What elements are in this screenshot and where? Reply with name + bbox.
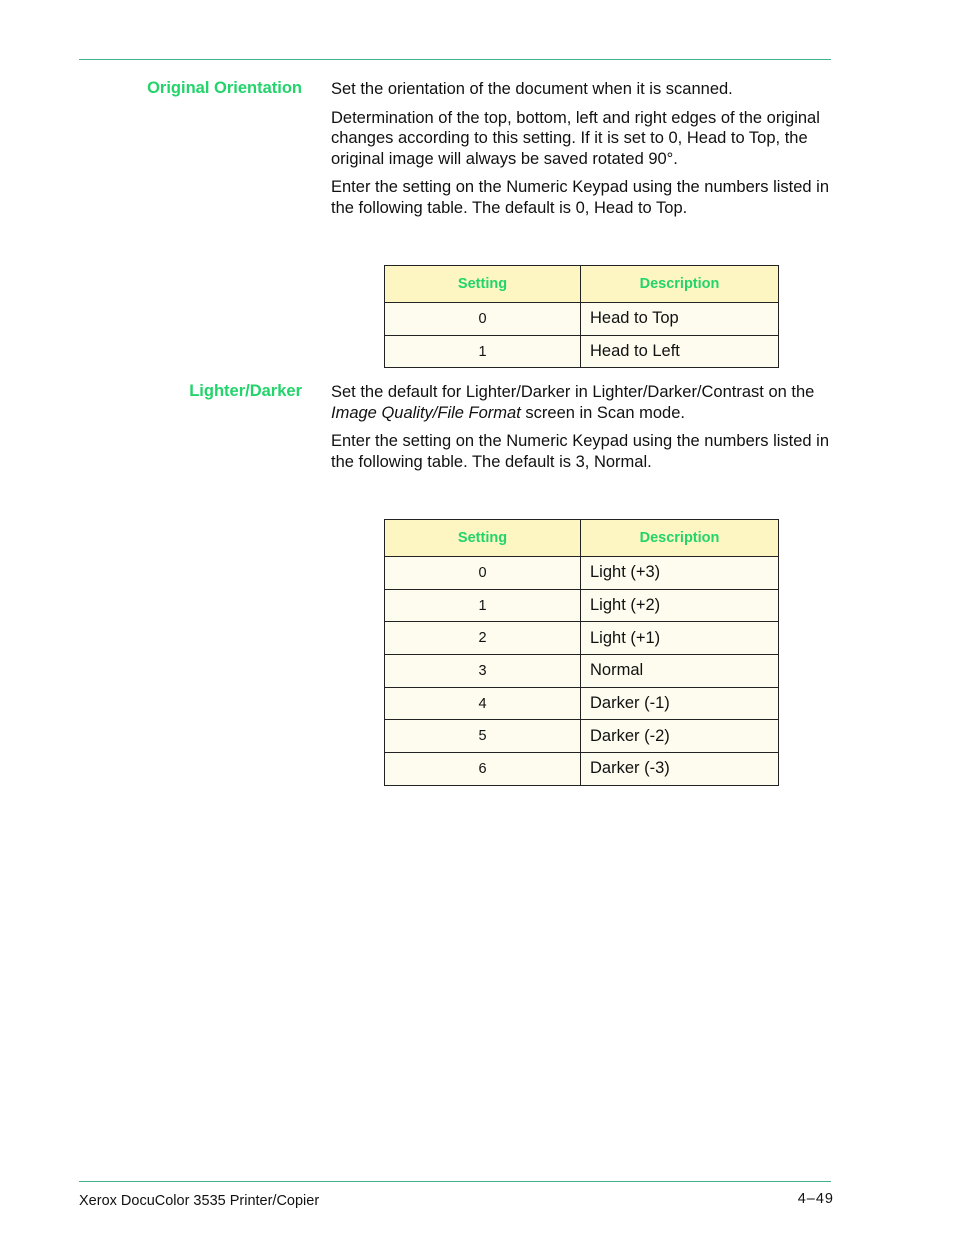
column-header-setting: Setting [385, 266, 581, 303]
table-header-row [385, 266, 779, 303]
paragraph [331, 382, 831, 423]
paragraph-text: Set the default for Lighter/Darker in Lighter/Darker/Contrast on the [331, 383, 815, 401]
setting-cell: 1 [385, 335, 581, 368]
section-body-original-orientation [331, 79, 831, 226]
setting-cell: 4 [385, 687, 581, 720]
column-header-description: Description [581, 266, 779, 303]
description-cell: Darker (-2) [581, 720, 779, 753]
section-body-lighter-darker [331, 382, 831, 480]
description-cell: Light (+1) [581, 622, 779, 655]
description-cell: Normal [581, 655, 779, 688]
table-row [385, 303, 779, 336]
section-heading-original-orientation: Original Orientation [147, 79, 302, 97]
header-rule [79, 59, 831, 60]
table-row [385, 720, 779, 753]
table-row [385, 655, 779, 688]
screen-name-italic: Image Quality/File Format [331, 403, 521, 422]
setting-cell: 3 [385, 655, 581, 688]
lighter-darker-settings-table [384, 519, 779, 786]
description-cell: Darker (-3) [581, 753, 779, 786]
footer-product-name: Xerox DocuColor 3535 Printer/Copier [79, 1193, 320, 1209]
table-row [385, 753, 779, 786]
table-row [385, 622, 779, 655]
table-row [385, 687, 779, 720]
setting-cell: 2 [385, 622, 581, 655]
footer-rule [79, 1181, 831, 1182]
description-cell: Light (+3) [581, 557, 779, 590]
paragraph: Set the orientation of the document when it is scanned. [331, 80, 733, 98]
setting-cell: 5 [385, 720, 581, 753]
table-header-row [385, 520, 779, 557]
description-cell: Darker (-1) [581, 687, 779, 720]
paragraph: Enter the setting on the Numeric Keypad using the numbers listed in the following table. The default is 0, Head to Top. [331, 178, 830, 217]
description-cell: Head to Left [581, 335, 779, 368]
section-heading-lighter-darker: Lighter/Darker [189, 382, 302, 400]
description-cell: Light (+2) [581, 589, 779, 622]
table-row [385, 335, 779, 368]
table-row [385, 557, 779, 590]
setting-cell: 0 [385, 557, 581, 590]
footer-page-number: 4–49 [797, 1191, 834, 1207]
column-header-setting: Setting [385, 520, 581, 557]
setting-cell: 1 [385, 589, 581, 622]
orientation-settings-table [384, 265, 779, 368]
description-cell: Head to Top [581, 303, 779, 336]
paragraph: Determination of the top, bottom, left and right edges of the original changes according to this setting. If it is set to 0, Head to Top, the original image will always be saved rotated 90°. [331, 108, 820, 168]
setting-cell: 6 [385, 753, 581, 786]
paragraph: Enter the setting on the Numeric Keypad using the numbers listed in the following table. The default is 3, Normal. [331, 432, 830, 471]
paragraph-text: screen in Scan mode. [520, 403, 685, 422]
setting-cell: 0 [385, 303, 581, 336]
table-row [385, 589, 779, 622]
column-header-description: Description [581, 520, 779, 557]
